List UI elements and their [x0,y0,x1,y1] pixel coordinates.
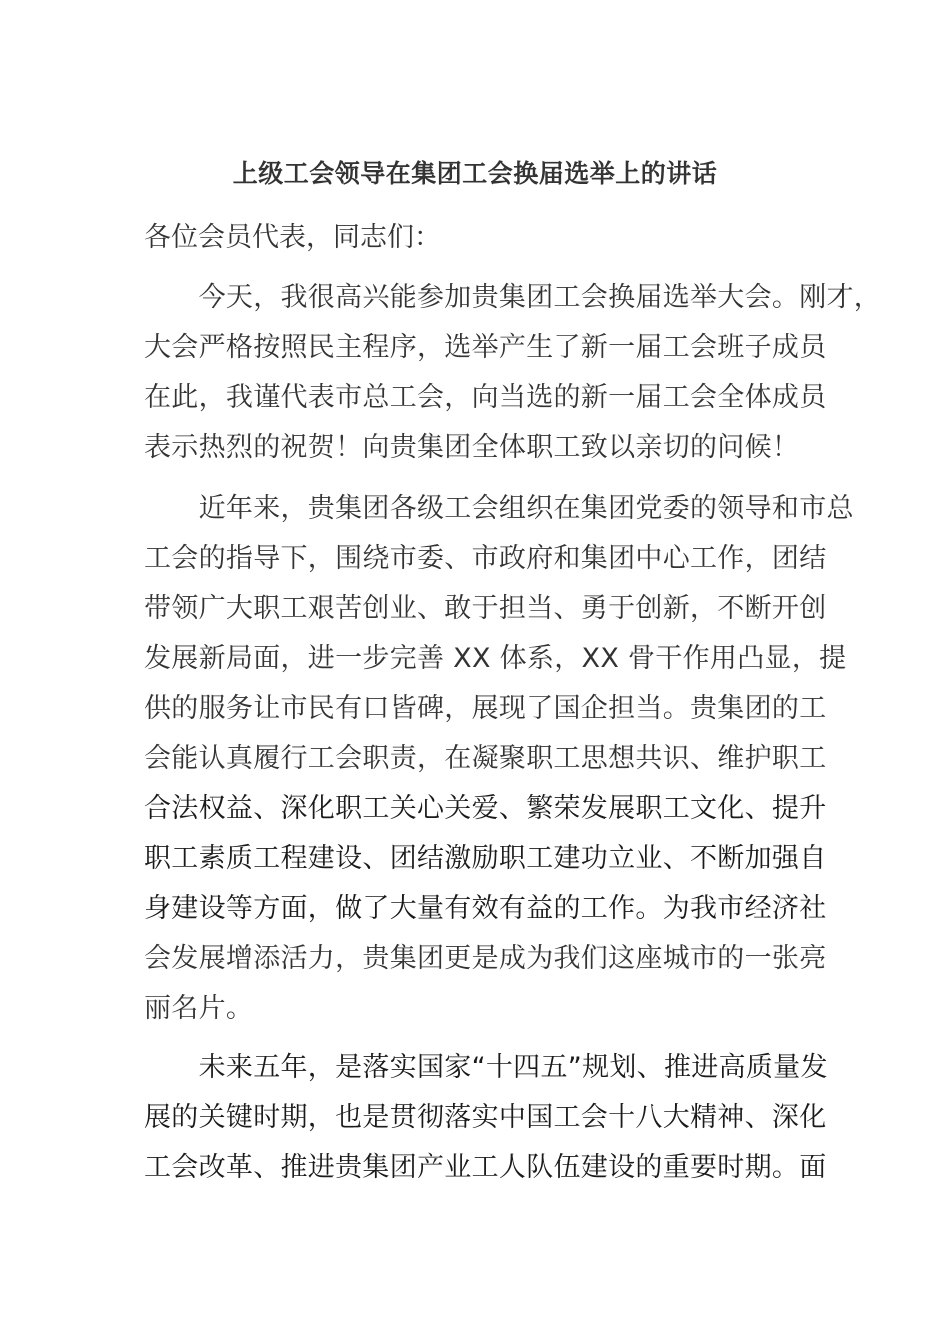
paragraph-line: 会发展增添活力，贵集团更是成为我们这座城市的一张亮 [144,943,827,974]
paragraph-line: 未来五年，是落实国家“十四五”规划、推进高质量发 [144,1052,828,1083]
paragraph-1 [144,273,882,473]
paragraph-line: 职工素质工程建设、团结激励职工建功立业、不断加强自 [144,843,827,874]
paragraph-3 [144,1043,828,1193]
paragraph-line: 近年来，贵集团各级工会组织在集团党委的领导和市总 [144,493,854,524]
paragraph-line: 身建设等方面，做了大量有效有益的工作。为我市经济社 [144,893,827,924]
greeting-line: 各位会员代表，同志们： [144,222,441,253]
paragraph-line: 工会的指导下，围绕市委、市政府和集团中心工作，团结 [144,543,827,574]
paragraph-line: 在此，我谨代表市总工会，向当选的新一届工会全体成员 [144,382,827,413]
document-title: 上级工会领导在集团工会换届选举上的讲话 [232,159,718,188]
paragraph-line: 供的服务让市民有口皆碑，展现了国企担当。贵集团的工 [144,693,827,724]
paragraph-line: 表示热烈的祝贺！向贵集团全体职工致以亲切的问候！ [144,432,800,463]
paragraph-line: 会能认真履行工会职责，在凝聚职工思想共识、维护职工 [144,743,827,774]
paragraph-line: 工会改革、推进贵集团产业工人队伍建设的重要时期。面 [144,1152,827,1183]
paragraph-line: 合法权益、深化职工关心关爱、繁荣发展职工文化、提升 [144,793,827,824]
paragraph-line: 带领广大职工艰苦创业、敢于担当、勇于创新，不断开创 [144,593,827,624]
paragraph-line: 大会严格按照民主程序，选举产生了新一届工会班子成员 [144,332,827,363]
paragraph-line: 展的关键时期，也是贯彻落实中国工会十八大精神、深化 [144,1102,827,1133]
paragraph-2 [144,484,854,1034]
paragraph-line: 今天，我很高兴能参加贵集团工会换届选举大会。刚才， [144,282,882,313]
paragraph-line: 丽名片。 [144,993,254,1024]
paragraph-line: 发展新局面，进一步完善 XX 体系，XX 骨干作用凸显，提 [144,643,847,674]
